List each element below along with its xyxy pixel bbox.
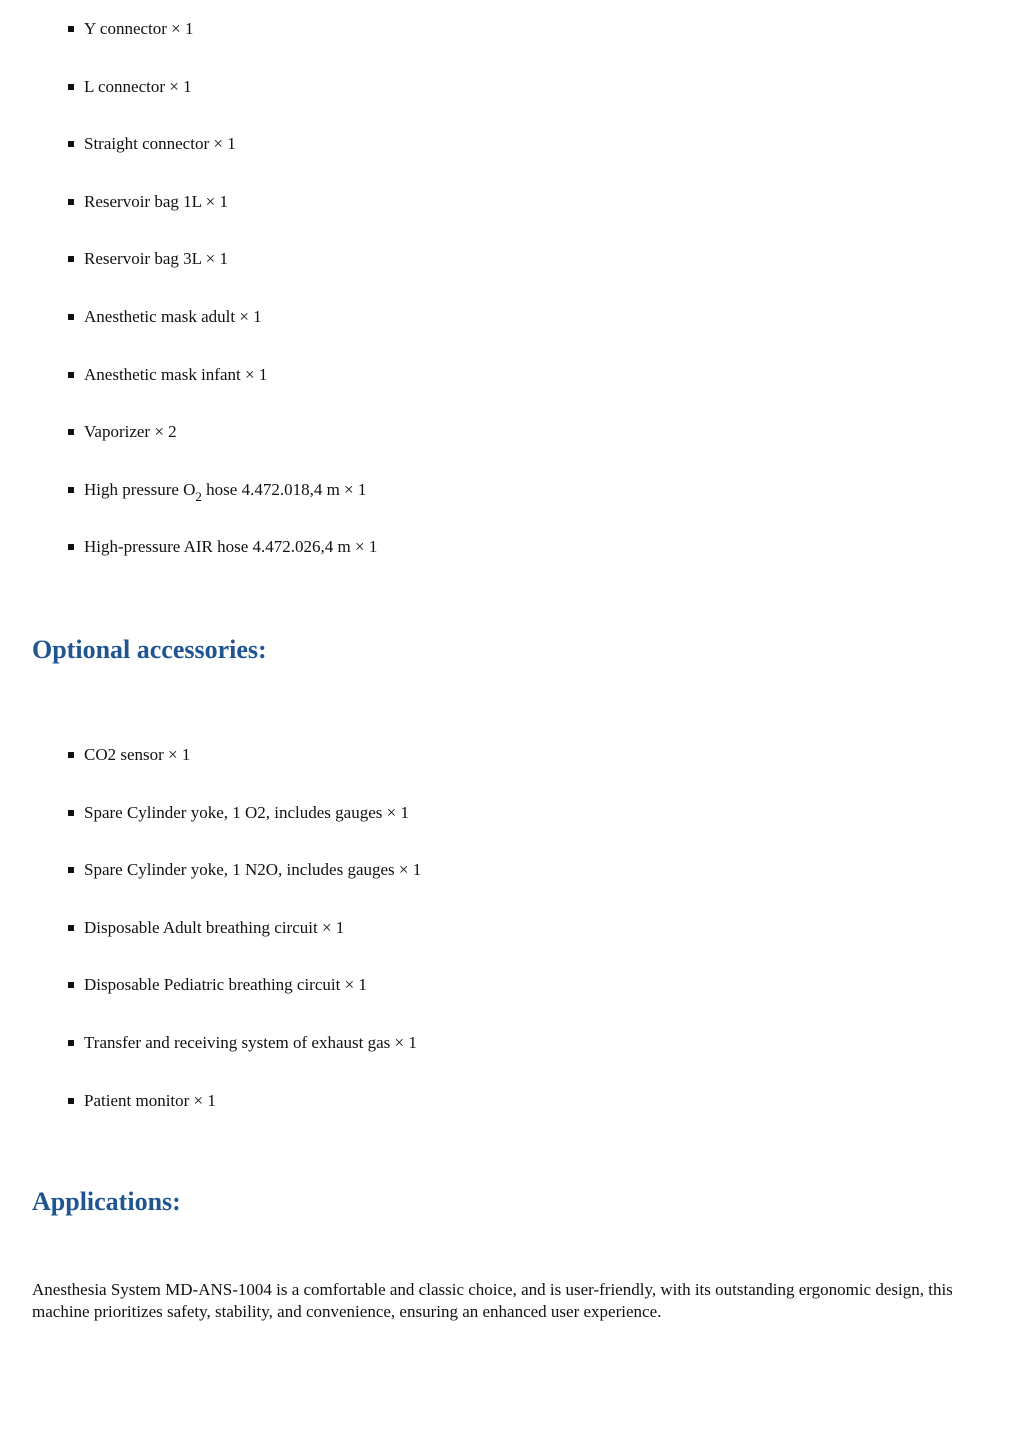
list-item-text: Anesthetic mask infant × 1: [84, 364, 268, 384]
square-bullet-icon: [68, 26, 74, 32]
square-bullet-icon: [68, 314, 74, 320]
square-bullet-icon: [68, 544, 74, 550]
list-item: [68, 803, 421, 861]
list-item: [68, 480, 377, 538]
square-bullet-icon: [68, 1098, 74, 1104]
o2-hose-text-start: High pressure O: [84, 479, 196, 499]
list-item-text: [84, 479, 367, 504]
square-bullet-icon: [68, 141, 74, 147]
list-item-text: Reservoir bag 1L × 1: [84, 191, 228, 211]
list-item-text: Disposable Pediatric breathing circuit × 1: [84, 975, 367, 995]
square-bullet-icon: [68, 810, 74, 816]
list-item-text: Spare Cylinder yoke, 1 O2, includes gauges × 1: [84, 802, 409, 822]
list-item: [68, 537, 377, 595]
list-item: [68, 19, 377, 77]
list-item: [68, 307, 377, 365]
list-item-text: Anesthetic mask adult × 1: [84, 306, 262, 326]
list-item: [68, 134, 377, 192]
list-item: [68, 1091, 421, 1149]
square-bullet-icon: [68, 199, 74, 205]
square-bullet-icon: [68, 84, 74, 90]
list-item: [68, 1033, 421, 1091]
list-item-text: Reservoir bag 3L × 1: [84, 249, 228, 269]
square-bullet-icon: [68, 372, 74, 378]
square-bullet-icon: [68, 925, 74, 931]
square-bullet-icon: [68, 752, 74, 758]
list-item-text: Vaporizer × 2: [84, 422, 177, 442]
applications-paragraph: Anesthesia System MD-ANS-1004 is a comfortable and classic choice, and is user-friendly, with its outstanding ergonomic design, this machine prioritizes safety, stability, and convenience, ensuring an enhanced user experience.: [32, 1280, 953, 1321]
square-bullet-icon: [68, 867, 74, 873]
square-bullet-icon: [68, 487, 74, 493]
subscript-2: 2: [195, 488, 202, 504]
square-bullet-icon: [68, 256, 74, 262]
list-item: [68, 77, 377, 135]
list-item: [68, 422, 377, 480]
list-item-text: Spare Cylinder yoke, 1 N2O, includes gauges × 1: [84, 860, 422, 880]
list-item: [68, 249, 377, 307]
list-item-text: L connector × 1: [84, 76, 192, 96]
list-item-text: Disposable Adult breathing circuit × 1: [84, 917, 345, 937]
applications-heading: Applications:: [32, 1187, 181, 1216]
list-item: [68, 192, 377, 250]
list-item: [68, 365, 377, 423]
list-item-text: Patient monitor × 1: [84, 1090, 216, 1110]
list-item-text: CO2 sensor × 1: [84, 745, 191, 764]
list-item: [68, 918, 421, 976]
list-item-text: Y connector × 1: [84, 19, 194, 38]
o2-hose-text-end: hose 4.472.018,4 m × 1: [201, 479, 367, 499]
list-item: [68, 745, 421, 803]
list-item-text: Straight connector × 1: [84, 134, 236, 154]
square-bullet-icon: [68, 1040, 74, 1046]
optional-accessories-heading: Optional accessories:: [32, 635, 267, 664]
square-bullet-icon: [68, 982, 74, 988]
list-item-text: High-pressure AIR hose 4.472.026,4 m × 1: [84, 537, 378, 557]
list-item-text: Transfer and receiving system of exhaust gas × 1: [84, 1032, 417, 1052]
list-item: [68, 860, 421, 918]
optional-accessories-list: [68, 745, 421, 1148]
square-bullet-icon: [68, 429, 74, 435]
list-item: [68, 975, 421, 1033]
included-items-list: [68, 19, 377, 595]
